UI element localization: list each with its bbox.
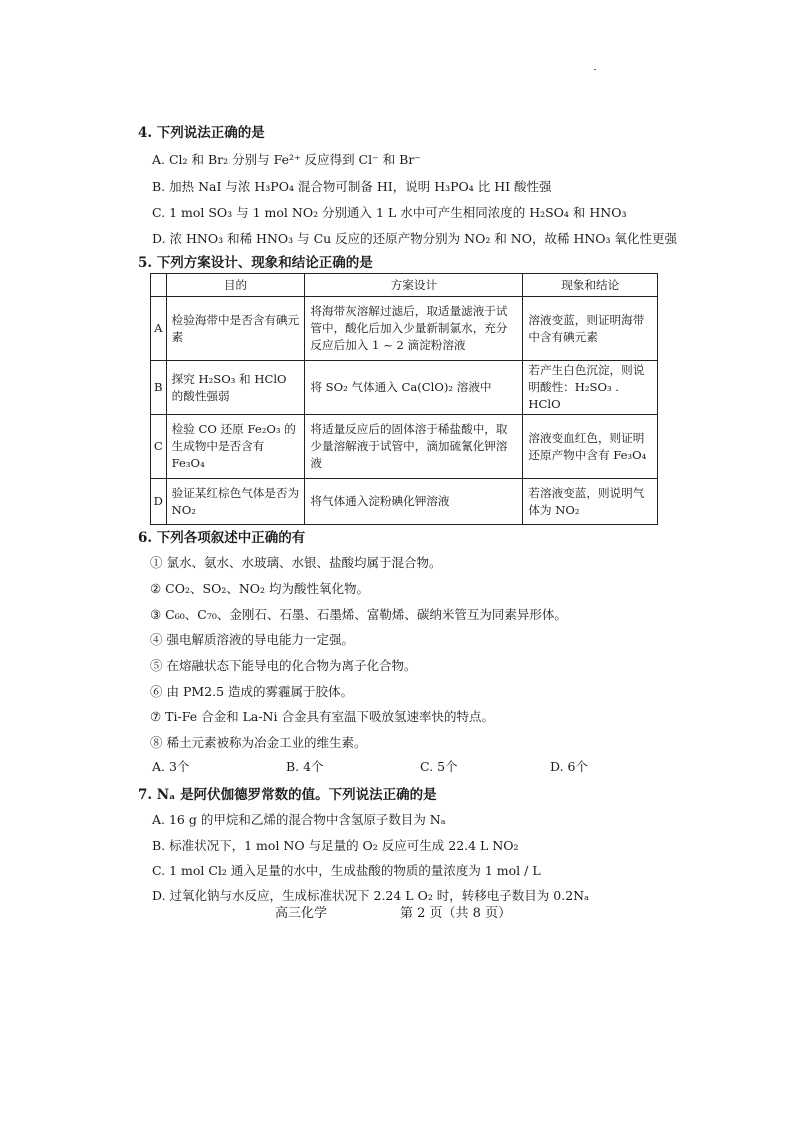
row-purpose: 检验 CO 还原 Fe₂O₃ 的生成物中是否含有 Fe₃O₄ [166,415,305,479]
q7-option-c: C. 1 mol Cl₂ 通入足量的水中，生成盐酸的物质的量浓度为 1 mol / L [152,863,541,878]
row-result: 溶液变血红色，则证明还原产物中含有 Fe₃O₄ [523,415,658,479]
row-purpose: 检验海带中是否含有碘元素 [166,297,305,361]
footer-page-number: 第 2 页（共 8 页） [400,906,512,921]
row-label: C [151,415,167,479]
q6-statement-2: ② CO₂、SO₂、NO₂ 均为酸性氧化物。 [150,581,369,596]
table-corner-cell [151,274,167,297]
header-result: 现象和结论 [523,274,658,297]
footer-subject: 高三化学 [275,906,328,921]
q7-option-a: A. 16 g 的甲烷和乙烯的混合物中含氢原子数目为 Nₐ [152,812,446,827]
q4-option-d: D. 浓 HNO₃ 和稀 HNO₃ 与 Cu 反应的还原产物分别为 NO₂ 和 NO，故稀 HNO₃ 氧化性更强 [152,231,678,246]
row-purpose: 探究 H₂SO₃ 和 HClO 的酸性强弱 [166,361,305,415]
row-label: D [151,479,167,525]
row-label: A [151,297,167,361]
row-design: 将海带灰溶解过滤后，取适量滤液于试管中，酸化后加入少量新制氯水，充分反应后加入 1 ~ 2 滴淀粉溶液 [305,297,523,361]
row-label: B [151,361,167,415]
table-row [151,361,658,415]
row-result: 若产生白色沉淀，则说明酸性：H₂SO₃ . HClO [523,361,658,415]
row-result: 若溶液变蓝，则说明气体为 NO₂ [523,479,658,525]
q6-choice-d: D. 6个 [550,759,588,774]
q6-statement-6: ⑥ 由 PM2.5 造成的雾霾属于胶体。 [150,684,354,699]
q6-title: 6. 下列各项叙述中正确的有 [138,530,306,546]
table-row [151,415,658,479]
q6-statement-5: ⑤ 在熔融状态下能导电的化合物为离子化合物。 [150,658,417,673]
row-design: 将适量反应后的固体溶于稀盐酸中，取少量溶解液于试管中，滴加硫氰化钾溶液 [305,415,523,479]
q6-statement-7: ⑦ Ti-Fe 合金和 La-Ni 合金具有室温下吸放氢速率快的特点。 [150,709,494,724]
q6-statement-4: ④ 强电解质溶液的导电能力一定强。 [150,632,354,647]
table-header-row [151,274,658,297]
table-row [151,297,658,361]
scan-speck [594,69,596,70]
q5-table [150,273,658,525]
q4-option-c: C. 1 mol SO₃ 与 1 mol NO₂ 分别通入 1 L 水中可产生相同浓度的 H₂SO₄ 和 HNO₃ [152,205,627,220]
q7-option-b: B. 标准状况下，1 mol NO 与足量的 O₂ 反应可生成 22.4 L NO₂ [152,838,519,853]
row-purpose: 验证某红棕色气体是否为 NO₂ [166,479,305,525]
q7-option-d: D. 过氧化钠与水反应，生成标准状况下 2.24 L O₂ 时，转移电子数目为 0.2Nₐ [152,888,589,903]
row-design: 将气体通入淀粉碘化钾溶液 [305,479,523,525]
q6-statement-3: ③ C₆₀、C₇₀、金刚石、石墨、石墨烯、富勒烯、碳纳米管互为同素异形体。 [150,607,567,622]
q4-option-a: A. Cl₂ 和 Br₂ 分别与 Fe²⁺ 反应得到 Cl⁻ 和 Br⁻ [152,152,421,167]
q6-statement-1: ① 氯水、氨水、水玻璃、水银、盐酸均属于混合物。 [150,555,442,570]
q6-statement-8: ⑧ 稀土元素被称为冶金工业的维生素。 [150,735,367,750]
q6-choice-c: C. 5个 [420,759,458,774]
row-result: 溶液变蓝，则证明海带中含有碘元素 [523,297,658,361]
q4-title: 4. 下列说法正确的是 [138,125,265,141]
q5-title: 5. 下列方案设计、现象和结论正确的是 [138,255,373,271]
table-row [151,479,658,525]
q6-choice-b: B. 4个 [286,759,324,774]
header-purpose: 目的 [166,274,305,297]
q4-option-b: B. 加热 NaI 与浓 H₃PO₄ 混合物可制备 HI，说明 H₃PO₄ 比 HI 酸性强 [152,179,552,194]
header-design: 方案设计 [305,274,523,297]
q7-title: 7. Nₐ 是阿伏伽德罗常数的值。下列说法正确的是 [138,787,437,803]
row-design: 将 SO₂ 气体通入 Ca(ClO)₂ 溶液中 [305,361,523,415]
q6-choice-a: A. 3个 [152,759,190,774]
